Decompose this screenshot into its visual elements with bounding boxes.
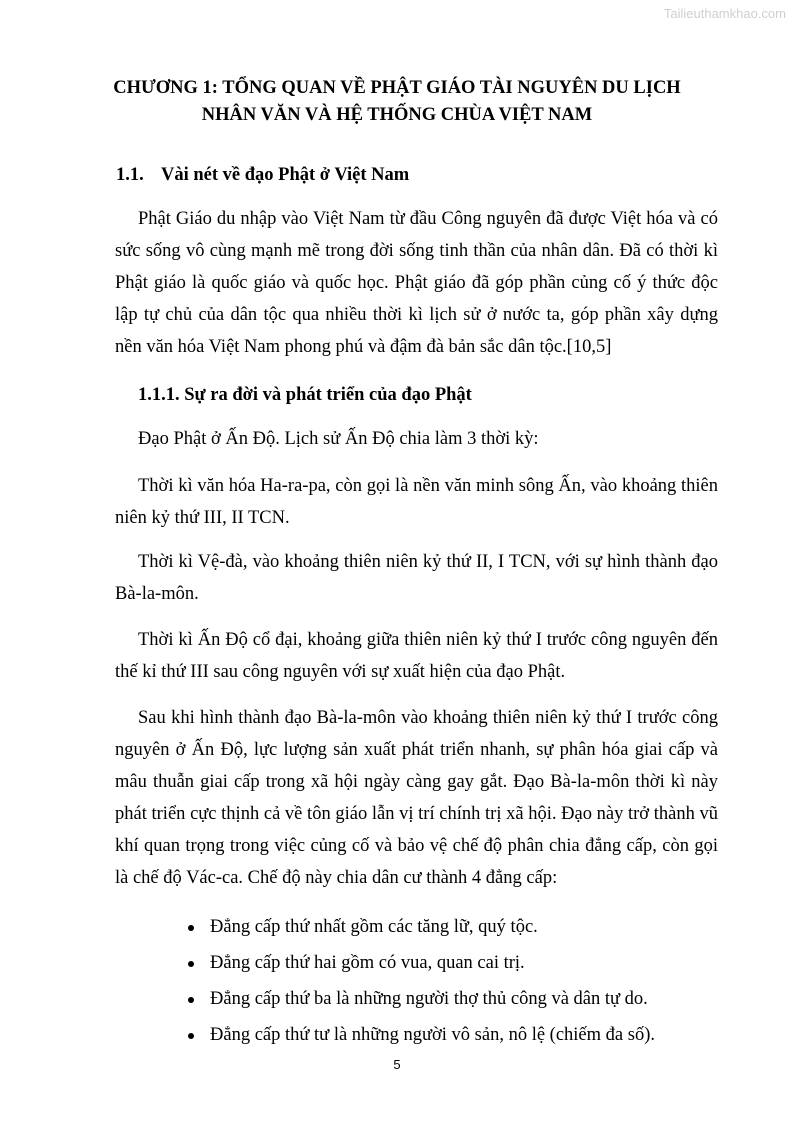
chapter-title — [0, 75, 794, 129]
watermark: Tailieuthamkhao.com — [663, 6, 786, 21]
chapter-title-line-2: NHÂN VĂN VÀ HỆ THỐNG CHÙA VIỆT NAM — [201, 105, 593, 125]
paragraph-brahmanism: Sau khi hình thành đạo Bà-la-môn vào khoảng thiên niên kỷ thứ I trước công nguyên ở Ấn Độ, lực lượng sản xuất phát triển nhanh, sự phân hóa giai cấp và mâu thuẫn giai cấp trong xã hội ngày càng gay gắt. Đạo Bà-la-môn thời kì này phát triển cực thịnh cả về tôn giáo lẫn vị trí chính trị xã hội. Đạo này trở thành vũ khí quan trọng trong việc củng cố và bảo vệ chế độ phân chia đẳng cấp, còn gọi là chế độ Vác-ca. Chế độ này chia dân cư thành 4 đẳng cấp: — [115, 708, 718, 888]
paragraph-harappa: Thời kì văn hóa Ha-ra-pa, còn gọi là nền văn minh sông Ấn, vào khoảng thiên niên kỷ thứ III, II TCN. — [115, 476, 718, 528]
bullet-icon — [188, 925, 194, 931]
bullet-icon — [188, 961, 194, 967]
list-item: Đẳng cấp thứ tư là những người vô sản, nô lệ (chiếm đa số). — [186, 1019, 726, 1055]
paragraph-intro: Phật Giáo du nhập vào Việt Nam từ đầu Công nguyên đã được Việt hóa và có sức sống vô cùng mạnh mẽ trong đời sống tinh thần của nhân dân. Đã có thời kì Phật giáo là quốc giáo và quốc học. Phật giáo đã góp phần củng cố ý thức độc lập tự chủ của dân tộc qua nhiều thời kì lịch sử ở nước ta, góp phần xây dựng nền văn hóa Việt Nam phong phú và đậm đà bản sắc dân tộc.[10,5] — [115, 209, 718, 357]
section-title: Vài nét về đạo Phật ở Việt Nam — [161, 165, 410, 185]
caste-list — [186, 911, 726, 1055]
list-item: Đẳng cấp thứ hai gồm có vua, quan cai trị. — [186, 947, 726, 983]
section-heading-1-1-1: 1.1.1. Sự ra đời và phát triển của đạo Phật — [138, 385, 472, 405]
section-heading-1-1 — [116, 163, 409, 187]
list-item: Đẳng cấp thứ ba là những người thợ thủ công và dân tự do. — [186, 983, 726, 1019]
bullet-icon — [188, 1033, 194, 1039]
paragraph-ancient-india: Thời kì Ấn Độ cổ đại, khoảng giữa thiên niên kỷ thứ I trước công nguyên đến thế kỉ thứ III sau công nguyên với sự xuất hiện của đạo Phật. — [115, 630, 718, 682]
paragraph-vedic: Thời kì Vệ-đà, vào khoảng thiên niên kỷ thứ II, I TCN, với sự hình thành đạo Bà-la-môn. — [115, 552, 718, 604]
section-number: 1.1. — [116, 165, 144, 185]
list-item: Đẳng cấp thứ nhất gồm các tăng lữ, quý tộc. — [186, 911, 726, 947]
bullet-icon — [188, 997, 194, 1003]
chapter-title-line-1: CHƯƠNG 1: TỔNG QUAN VỀ PHẬT GIÁO TÀI NGUYÊN DU LỊCH — [113, 78, 681, 98]
page-number: 5 — [393, 1057, 401, 1072]
paragraph-india-periods: Đạo Phật ở Ấn Độ. Lịch sử Ấn Độ chia làm 3 thời kỳ: — [138, 429, 539, 449]
